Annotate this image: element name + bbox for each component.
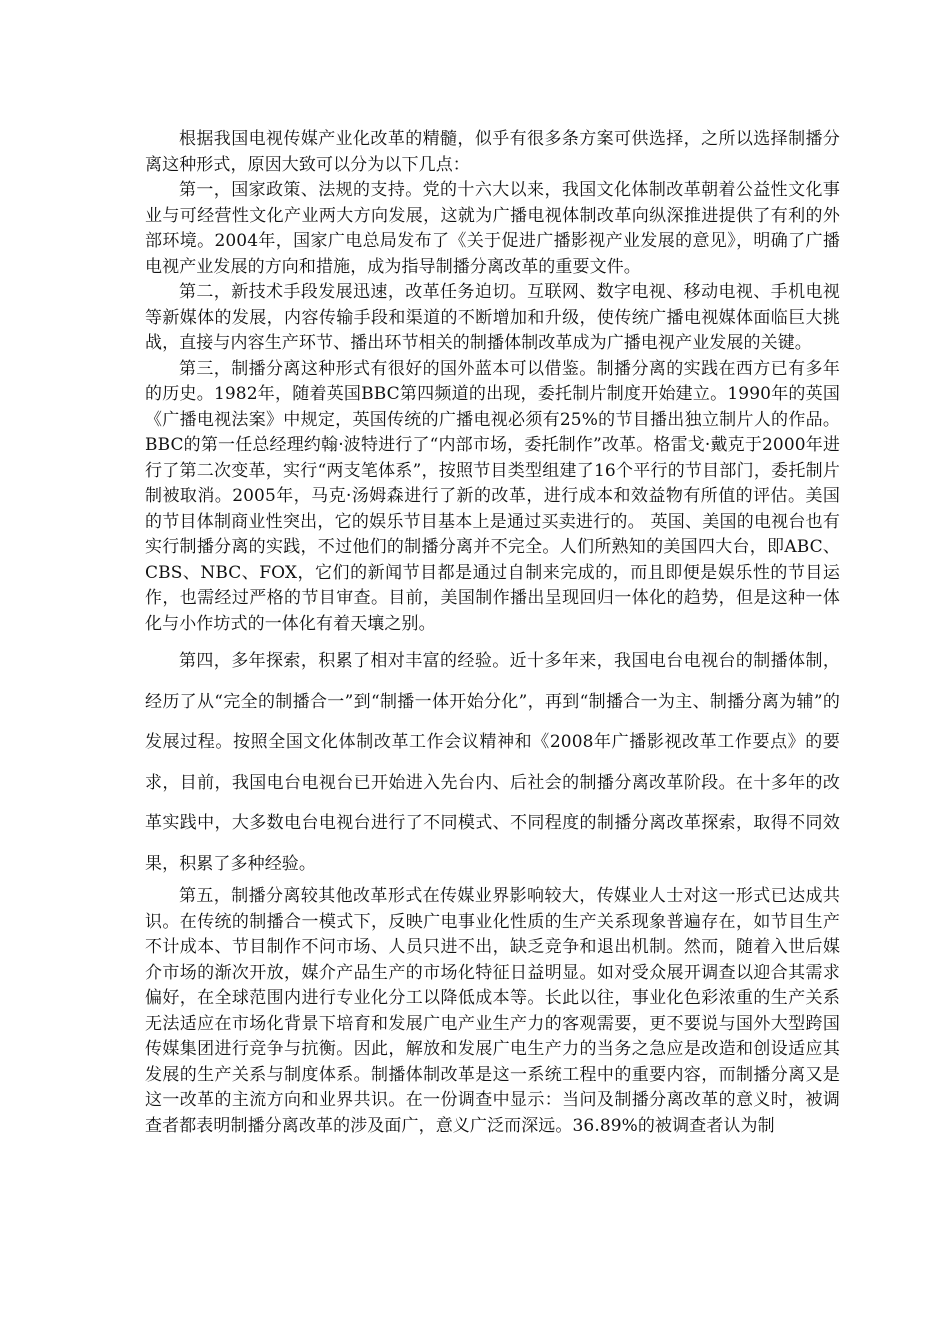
body-text — [145, 127, 840, 1139]
paragraph-second-reason: 第二，新技术手段发展迅速，改革任务迫切。互联网、数字电视、移动电视、手机电视等新媒体的发展，内容传输手段和渠道的不断增加和升级，使传统广播电视媒体面临巨大挑战，直接与内容生产环节、播出环节相关的制播体制改革成为广播电视产业发展的关键。 — [145, 282, 840, 353]
paragraph-fourth-reason: 第四，多年探索，积累了相对丰富的经验。近十多年来，我国电台电视台的制播体制，经历了从“完全的制播合一”到“制播一体开始分化”，再到“制播合一为主、制播分离为辅”的发展过程。按照全国文化体制改革工作会议精神和《2008年广播影视改革工作要点》的要求，目前，我国电台电视台已开始进入先台内、后社会的制播分离改革阶段。在十多年的改革实践中，大多数电台电视台进行了不同模式、不同程度的制播分离改革探索，取得不同效果，积累了多种经验。 — [145, 651, 840, 874]
paragraph-fifth-reason: 第五，制播分离较其他改革形式在传媒业界影响较大，传媒业人士对这一形式已达成共识。在传统的制播合一模式下，反映广电事业化性质的生产关系现象普遍存在，如节目生产不计成本、节目制作不问市场、人员只进不出，缺乏竞争和退出机制。然而，随着入世后媒介市场的渐次开放，媒介产品生产的市场化特征日益明显。如对受众展开调查以迎合其需求偏好，在全球范围内进行专业化分工以降低成本等。长此以往，事业化色彩浓重的生产关系无法适应在市场化背景下培育和发展广电产业生产力的客观需要，更不要说与国外大型跨国传媒集团进行竞争与抗衡。因此，解放和发展广电生产力的当务之急应是改造和创设适应其发展的生产关系与制度体系。制播体制改革是这一系统工程中的重要内容，而制播分离又是这一改革的主流方向和业界共识。在一份调查中显示：当问及制播分离改革的意义时，被调查者都表明制播分离改革的涉及面广，意义广泛而深远。36.89%的被调查者认为制 — [145, 886, 840, 1136]
paragraph-third-reason: 第三，制播分离这种形式有很好的国外蓝本可以借鉴。制播分离的实践在西方已有多年的历史。1982年，随着英国BBC第四频道的出现，委托制片制度开始建立。1990年的英国《广播电视法案》中规定，英国传统的广播电视必须有25%的节目播出独立制片人的作品。BBC的第一任总经理约翰·波特进行了“内部市场，委托制作”改革。格雷戈·戴克于2000年进行了第二次变革，实行“两支笔体系”，按照节目类型组建了16个平行的节目部门，委托制片制被取消。2005年，马克·汤姆森进行了新的改革，进行成本和效益物有所值的评估。美国的节目体制商业性突出，它的娱乐节目基本上是通过买卖进行的。 英国、美国的电视台也有实行制播分离的实践，不过他们的制播分离并不完全。人们所熟知的美国四大台，即ABC、CBS、NBC、FOX，它们的新闻节目都是通过自制来完成的，而且即便是娱乐性的节目运作，也需经过严格的节目审查。目前，美国制作播出呈现回归一体化的趋势，但是这种一体化与小作坊式的一体化有着天壤之别。 — [145, 358, 840, 634]
paragraph-first-reason: 第一，国家政策、法规的支持。党的十六大以来，我国文化体制改革朝着公益性文化事业与可经营性文化产业两大方向发展，这就为广播电视体制改革向纵深推进提供了有利的外部环境。2004年，国家广电总局发布了《关于促进广播影视产业发展的意见》，明确了广播电视产业发展的方向和措施，成为指导制播分离改革的重要文件。 — [145, 180, 840, 277]
paragraph-intro: 根据我国电视传媒产业化改革的精髓，似乎有很多条方案可供选择，之所以选择制播分离这种形式，原因大致可以分为以下几点： — [145, 129, 840, 175]
